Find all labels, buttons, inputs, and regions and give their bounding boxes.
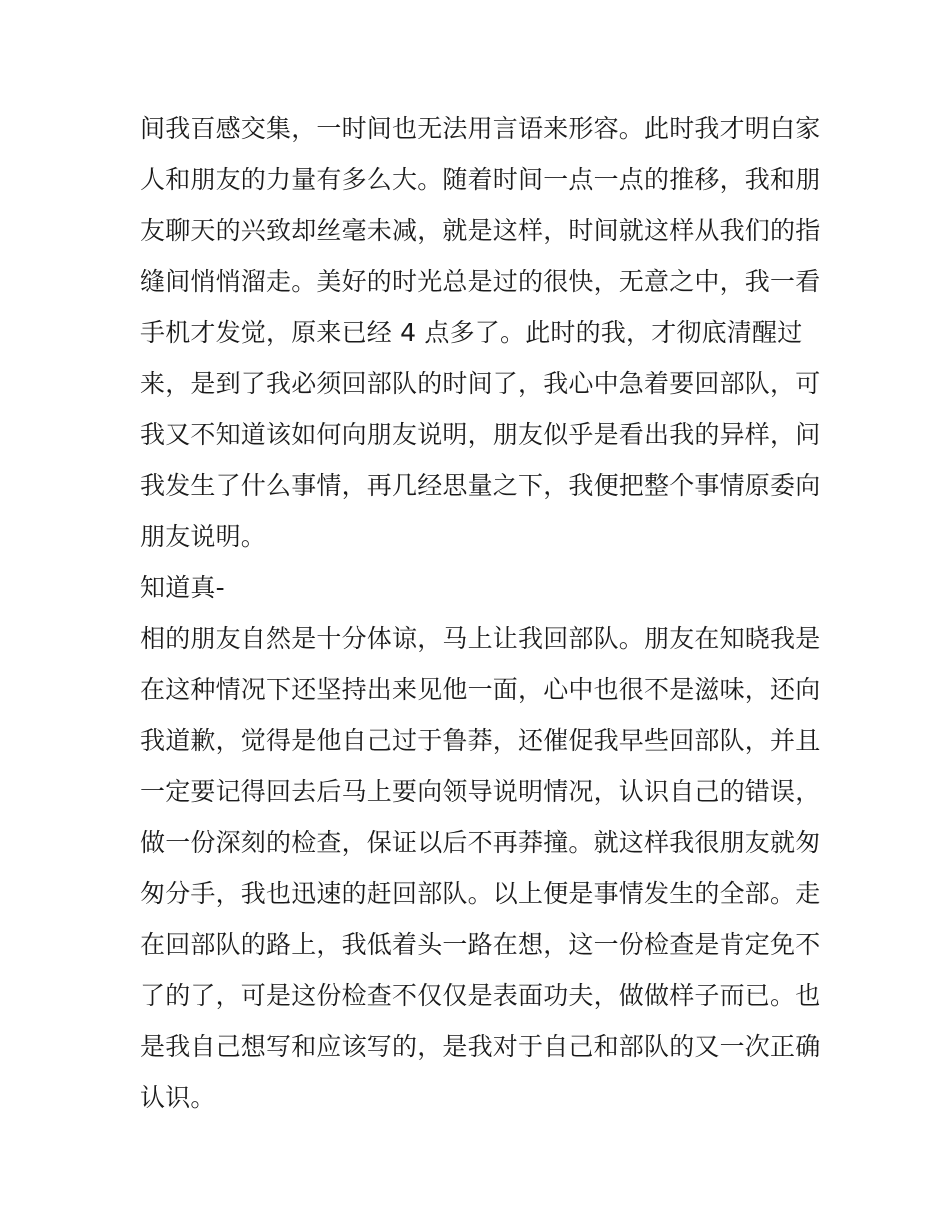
text-line: 我又不知道该如何向朋友说明，朋友似乎是看出我的异样，问	[140, 420, 821, 449]
text-line: 是我自己想写和应该写的，是我对于自己和部队的又一次正确	[140, 1032, 821, 1061]
text-line: 来，是到了我必须回部队的时间了，我心中急着要回部队，可	[140, 369, 821, 398]
text-line: 人和朋友的力量有多么大。随着时间一点一点的推移，我和朋	[140, 165, 821, 194]
text-line: 在这种情况下还坚持出来见他一面，心中也很不是滋味，还向	[140, 675, 821, 704]
text-line: 在回部队的路上，我低着头一路在想，这一份检查是肯定免不	[140, 930, 821, 959]
text-line: 我发生了什么事情，再几经思量之下，我便把整个事情原委向	[140, 471, 821, 500]
text-line: 缝间悄悄溜走。美好的时光总是过的很快，无意之中，我一看	[140, 267, 821, 296]
text-line: 做一份深刻的检查，保证以后不再莽撞。就这样我很朋友就匆	[140, 828, 821, 857]
text-line: 我道歉，觉得是他自己过于鲁莽，还催促我早些回部队，并且	[140, 726, 821, 755]
text-line: 手机才发觉，原来已经 4 点多了。此时的我，才彻底清醒过	[140, 318, 803, 347]
text-line: 知道真-	[140, 573, 225, 602]
document-body	[140, 103, 830, 1123]
text-line: 相的朋友自然是十分体谅，马上让我回部队。朋友在知晓我是	[140, 624, 821, 653]
text-line: 了的了，可是这份检查不仅仅是表面功夫，做做样子而已。也	[140, 981, 821, 1010]
text-line: 朋友说明。	[140, 522, 267, 551]
text-line: 匆分手，我也迅速的赶回部队。以上便是事情发生的全部。走	[140, 879, 821, 908]
text-line: 间我百感交集，一时间也无法用言语来形容。此时我才明白家	[140, 114, 821, 143]
text-line: 认识。	[140, 1083, 216, 1112]
text-line: 一定要记得回去后马上要向领导说明情况，认识自己的错误，	[140, 777, 821, 806]
text-line: 友聊天的兴致却丝毫未减，就是这样，时间就这样从我们的指	[140, 216, 821, 245]
